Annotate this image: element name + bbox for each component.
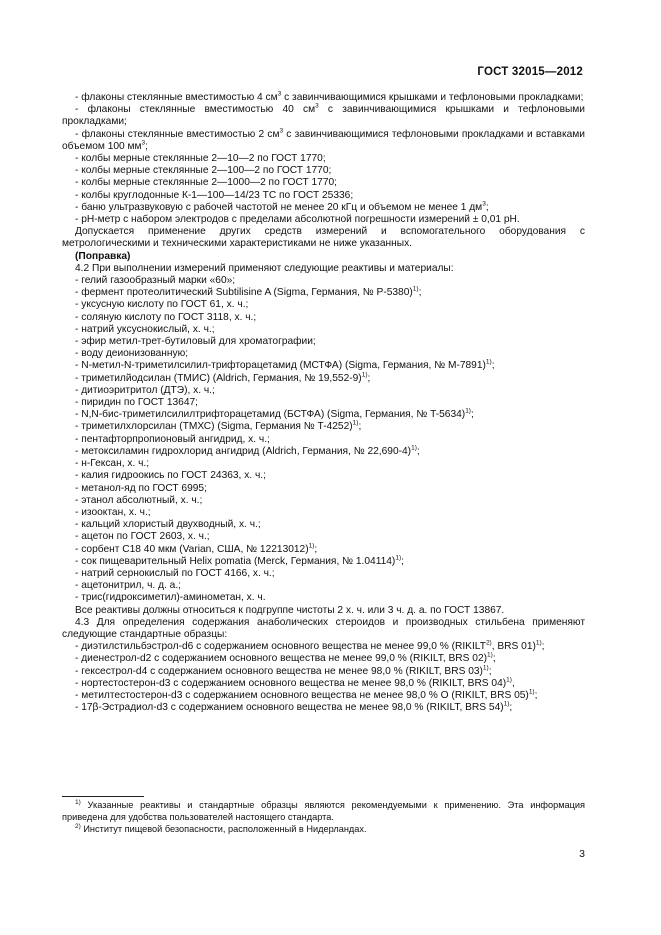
paragraph-line xyxy=(62,348,585,360)
paragraph-line xyxy=(62,580,585,592)
line-text: - этанол абсолютный, х. ч.; xyxy=(75,494,203,506)
line-text: ; xyxy=(541,641,545,653)
paragraph-line xyxy=(62,202,585,214)
paragraph-line xyxy=(62,568,585,580)
footnotes xyxy=(62,796,585,835)
line-text: 4.2 При выполнении измерений применяют следующие реактивы и материалы: xyxy=(75,262,454,274)
paragraph-line xyxy=(62,409,585,421)
paragraph-line xyxy=(62,226,585,250)
line-text: ; xyxy=(534,689,538,701)
line-text: - сок пищеварительный Helix pomatia (Merck, Германия, № 1.04114) xyxy=(75,555,396,567)
superscript: 1) xyxy=(503,700,510,708)
line-text: Все реактивы должны относиться к подгруппе чистоты 2 х. ч. или 3 ч. д. а. по ГОСТ 13867. xyxy=(75,604,505,616)
paragraph-line xyxy=(62,434,585,446)
paragraph-line xyxy=(62,324,585,336)
footnote-marker: 1) xyxy=(75,798,81,806)
line-text: - колбы мерные стеклянные 2—1000—2 по ГОСТ 1770; xyxy=(75,177,338,189)
paragraph-line xyxy=(62,312,585,324)
paragraph-line xyxy=(62,360,585,372)
line-text: - N,N-бис-триметилсилилтрифторацетамид (БСТФА) (Sigma, Германия, № T-5634) xyxy=(75,409,466,421)
line-text: - триметилйодсилан (ТМИС) (Aldrich, Германия, № 19,552-9) xyxy=(75,372,362,384)
line-text: Допускается применение других средств измерений и вспомогательного оборудования с метрологическими и техническими характеристиками не ниже указанных. xyxy=(62,226,585,250)
line-text: - флаконы стеклянные вместимостью 40 см xyxy=(75,104,316,116)
paragraph-line xyxy=(62,702,585,714)
paragraph-line xyxy=(62,373,585,385)
line-text: - изооктан, х. ч.; xyxy=(75,506,151,518)
line-text: , BRS 01) xyxy=(491,641,536,653)
paragraph-line xyxy=(62,397,585,409)
line-text: ; xyxy=(488,665,492,677)
superscript: 1) xyxy=(485,359,492,367)
footnote xyxy=(62,824,585,836)
line-text: - калия гидроокись по ГОСТ 24363, х. ч.; xyxy=(75,470,266,482)
paragraph-line xyxy=(62,263,585,275)
line-text: - 17β-Эстрадиол-d3 с содержанием основного вещества не менее 98,0 % (RIKILT, BRS 54) xyxy=(75,702,504,714)
line-text: (Поправка) xyxy=(75,250,131,262)
line-text: - уксусную кислоту по ГОСТ 61, х. ч.; xyxy=(75,299,249,311)
superscript: 3 xyxy=(141,139,146,147)
amendment-note xyxy=(62,251,585,263)
line-text: - натрий сернокислый по ГОСТ 4166, х. ч.; xyxy=(75,567,275,579)
footnote-text: Указанные реактивы и стандартные образцы являются рекомендуемыми к применению. Эта информация приведена для удобства пользователей настоящего стандарта. xyxy=(62,800,585,822)
footnote xyxy=(62,800,585,824)
footnote-marker: 2) xyxy=(75,822,81,830)
paragraph-line xyxy=(62,177,585,189)
paragraph-line xyxy=(62,592,585,604)
line-text: ; xyxy=(491,360,495,372)
paragraph-line xyxy=(62,214,585,226)
superscript: 1) xyxy=(535,639,542,647)
line-text: - метанол-яд по ГОСТ 6995; xyxy=(75,482,207,494)
line-text: - диенестрол-d2 с содержанием основного вещества не менее 99,0 % (RIKILT, BRS 02) xyxy=(75,653,488,665)
paragraph-line xyxy=(62,104,585,128)
line-text: - воду деионизованную; xyxy=(75,348,189,360)
line-text: - гелий газообразный марки «60»; xyxy=(75,275,236,287)
line-text: ; xyxy=(401,555,404,567)
superscript: 1) xyxy=(411,444,417,452)
superscript: 1) xyxy=(465,407,471,415)
paragraph-line xyxy=(62,544,585,556)
line-text: - гексестрол-d4 с содержанием основного вещества не менее 98,0 % (RIKILT, BRS 03) xyxy=(75,665,483,677)
paragraph-line xyxy=(62,605,585,617)
superscript: 1) xyxy=(506,676,512,684)
paragraph-line xyxy=(62,92,585,104)
line-text: - дитиоэритритол (ДТЭ), х. ч.; xyxy=(75,384,215,396)
superscript: 3 xyxy=(315,102,319,110)
paragraph-line xyxy=(62,556,585,568)
line-text: - баню ультразвуковую с рабочей частотой не менее 20 кГц и объемом не менее 1 дм xyxy=(75,201,483,213)
line-text: ; xyxy=(418,287,422,299)
line-text: - N-метил-N-триметилсилил-трифторацетамид (МСТФА) (Sigma, Германия, № M-7891) xyxy=(75,360,486,372)
paragraph-line xyxy=(62,336,585,348)
superscript: 3 xyxy=(277,90,282,98)
line-text: - соляную кислоту по ГОСТ 3118, х. ч.; xyxy=(75,311,257,323)
paragraph-line xyxy=(62,483,585,495)
line-text: - трис(гидроксиметил)-аминометан, х. ч. xyxy=(75,592,266,604)
paragraph-line xyxy=(62,287,585,299)
line-text: с завинчивающимися тефлоновыми прокладками и вставками объемом 100 мм xyxy=(62,128,585,152)
paragraph-line xyxy=(62,421,585,433)
line-text: с завинчивающимися крышками и тефлоновыми прокладками; xyxy=(62,104,585,128)
line-text: ; xyxy=(509,702,513,714)
paragraph-line xyxy=(62,470,585,482)
line-text: - триметилхлорсилан (ТМХС) (Sigma, Германия № T-4252) xyxy=(75,421,353,433)
line-text: - сорбент C18 40 мкм (Varian, США, № 12213012) xyxy=(75,543,309,555)
superscript: 1) xyxy=(482,664,489,672)
superscript: 1) xyxy=(528,688,535,696)
superscript: 1) xyxy=(308,542,315,550)
superscript: 1) xyxy=(352,420,359,428)
footnote-text: Институт пищевой безопасности, расположенный в Нидерландах. xyxy=(80,823,367,834)
line-text: - ацетон по ГОСТ 2603, х. ч.; xyxy=(75,531,210,543)
paragraph-line xyxy=(62,519,585,531)
paragraph-line xyxy=(62,678,585,690)
line-text: ; xyxy=(492,653,496,665)
line-text: ; xyxy=(416,445,420,457)
line-text: - колбы круглодонные К-1—100—14/23 ТС по ГОСТ 25336; xyxy=(75,189,354,201)
line-text: , xyxy=(511,677,515,689)
paragraph-line xyxy=(62,385,585,397)
line-text: ; xyxy=(470,409,474,421)
line-text: - пентафторпропионовый ангидрид, х. ч.; xyxy=(75,433,270,445)
line-text: - флаконы стеклянные вместимостью 4 см xyxy=(75,92,278,103)
line-text: - н-Гексан, х. ч.; xyxy=(75,458,150,470)
line-text: - кальций хлористый двухводный, х. ч.; xyxy=(75,519,261,531)
line-text: - колбы мерные стеклянные 2—100—2 по ГОСТ 1770; xyxy=(75,165,332,177)
superscript: 1) xyxy=(395,554,402,562)
paragraph-line xyxy=(62,458,585,470)
superscript: 2) xyxy=(485,639,492,647)
line-text: ; xyxy=(145,140,149,152)
line-text: - нортестостерон-d3 с содержанием основного вещества не менее 98,0 % (RIKILT, BRS 04) xyxy=(75,677,507,689)
line-text: - фермент протеолитический Subtilisine A (Sigma, Германия, № P-5380) xyxy=(75,287,413,299)
line-text: - эфир метил-трет-бутиловый для хроматографии; xyxy=(75,336,316,348)
paragraph-line xyxy=(62,641,585,653)
line-text: - ацетонитрил, ч. д. а.; xyxy=(75,580,181,592)
line-text: 4.3 Для определения содержания анаболических стероидов и производных стильбена применяют следующие стандартные образцы: xyxy=(62,616,585,640)
line-text: - метилтестостерон-d3 с содержанием основного вещества не менее 98,0 % О (RIKILT, BRS 05) xyxy=(75,689,529,701)
line-text: ; xyxy=(485,201,489,213)
superscript: 3 xyxy=(482,200,486,208)
line-text: - диэтилстильбэстрол-d6 с содержанием основного вещества не менее 99,0 % (RIKILT xyxy=(75,641,486,653)
document-code: ГОСТ 32015—2012 xyxy=(477,66,583,78)
document-body xyxy=(62,92,585,714)
paragraph-line xyxy=(62,153,585,165)
superscript: 1) xyxy=(361,371,368,379)
line-text: ; xyxy=(367,372,371,384)
superscript: 1) xyxy=(412,285,419,293)
paragraph-line xyxy=(62,446,585,458)
paragraph-line xyxy=(62,507,585,519)
paragraph-line xyxy=(62,129,585,153)
page-number: 3 xyxy=(579,848,585,860)
line-text: - натрий уксуснокислый, х. ч.; xyxy=(75,323,215,335)
paragraph-line xyxy=(62,299,585,311)
paragraph-line xyxy=(62,495,585,507)
line-text: - pH-метр с набором электродов с пределами абсолютной погрешности измерений ± 0,01 pH. xyxy=(75,214,520,226)
paragraph-line xyxy=(62,653,585,665)
line-text: - флаконы стеклянные вместимостью 2 см xyxy=(75,128,280,140)
line-text: ; xyxy=(314,543,318,555)
superscript: 3 xyxy=(279,127,284,135)
paragraph-line xyxy=(62,531,585,543)
paragraph-line xyxy=(62,275,585,287)
paragraph-line xyxy=(62,617,585,641)
paragraph-line xyxy=(62,165,585,177)
line-text: ; xyxy=(358,421,362,433)
line-text: - метоксиламин гидрохлорид ангидрид (Aldrich, Германия, № 22,690-4) xyxy=(75,445,412,457)
line-text: с завинчивающимися крышками и тефлоновыми прокладками; xyxy=(281,92,584,103)
paragraph-line xyxy=(62,190,585,202)
footnote-separator xyxy=(62,796,144,797)
line-text: - пиридин по ГОСТ 13647; xyxy=(75,397,198,409)
line-text: - колбы мерные стеклянные 2—10—2 по ГОСТ 1770; xyxy=(75,153,326,165)
superscript: 1) xyxy=(487,651,493,659)
